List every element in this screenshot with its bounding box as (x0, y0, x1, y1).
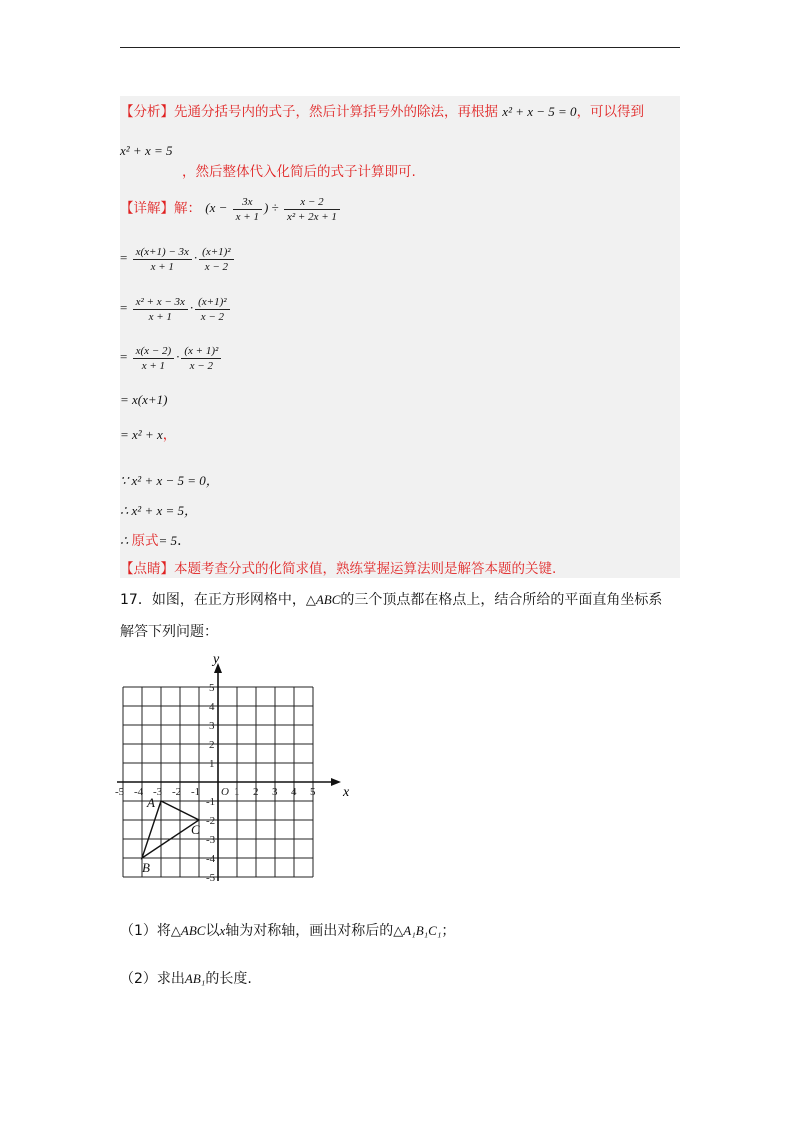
triangle-abc-figure (142, 795, 200, 875)
detail-tag: 【详解】 (120, 200, 174, 217)
x-tick-label: -5 (115, 786, 125, 798)
question-17-part-2: （2）求出AB₁的长度. (120, 971, 252, 987)
analysis-tag: 【分析】 (120, 104, 174, 120)
y-tick-label: -3 (206, 834, 216, 846)
comment-line (120, 557, 556, 577)
detail-lead: 解： (174, 200, 201, 217)
detail-step-5: = x² + x， (120, 427, 177, 443)
detail-line-1 (120, 196, 342, 223)
x-tick-label: 3 (272, 786, 278, 798)
header-rule (120, 47, 680, 48)
y-tick-label: 3 (209, 720, 215, 732)
analysis-line-1 (120, 100, 644, 120)
detail-therefore-1: ∴ x² + x = 5， (120, 503, 198, 518)
axes (117, 652, 350, 881)
y-tick-label: -4 (206, 853, 216, 865)
tick-labels (115, 682, 316, 884)
segment-ab1: AB₁ (184, 971, 206, 986)
analysis-line-3 (182, 160, 416, 180)
question-17-line-1: 17．如图，在正方形网格中，△ABC的三个顶点都在格点上，结合所给的平面直角坐标系 (120, 592, 663, 608)
x-tick-label: 2 (253, 786, 259, 798)
y-tick-label: 5 (209, 682, 215, 694)
detail-because: ∵ x² + x − 5 = 0， (120, 473, 219, 488)
detail-therefore-2: ∴ 原式= 5. (120, 533, 182, 549)
question-17-part-1: （1）将△ABC以x轴为对称轴，画出对称后的△A₁B₁C₁； (120, 923, 456, 939)
x-tick-label: 5 (310, 786, 316, 798)
vertex-label-b: B (142, 860, 150, 875)
y-axis-label: y (213, 652, 220, 667)
comment-text: 本题考查分式的化简求值，熟练掌握运算法则是解答本题的关键. (174, 561, 557, 577)
detail-step-2: = $\frac{\text{x² + x − 3x}}{x + 1}$ · $\frac{\text{(x+1)²}}{x - 2}$ (120, 296, 232, 323)
y-tick-label: 2 (209, 739, 215, 751)
analysis-equation-2: x² + x = 5 (120, 143, 173, 158)
x-tick-label: -4 (134, 786, 144, 798)
y-tick-label: 4 (209, 701, 215, 713)
x-tick-label: 4 (291, 786, 297, 798)
y-tick-label: -5 (206, 872, 216, 884)
vertex-label-c: C (191, 822, 200, 837)
analysis-equation-1: x² + x − 5 = 0 (502, 104, 577, 119)
vertex-label-a: A (147, 795, 155, 810)
x-axis-label: x (343, 785, 350, 800)
y-tick-label: -1 (206, 796, 216, 808)
analysis-text-2: ，可以得到 (576, 104, 645, 120)
analysis-line-2 (120, 143, 172, 159)
y-tick-label: -2 (206, 815, 216, 827)
origin-label: O (221, 786, 229, 798)
x-tick-label: 1 (234, 786, 240, 798)
question-17-line-2: 解答下列问题： (120, 624, 218, 640)
detail-step-4: = x(x+1) (120, 392, 168, 407)
detail-step-1: = $\frac{x(x+1) - 3x}{x + 1}$ · $\frac{\text{(x+1)²}}{x - 2}$ (120, 246, 236, 273)
comment-tag: 【点睛】 (120, 561, 174, 577)
triangle-a1b1c1: △A₁B₁C₁ (393, 923, 442, 938)
detail-step-3: = $\frac{x(x - 2)}{x + 1}$ · $\frac{\text{(x + 1)²}}{x - 2}$ (120, 345, 223, 372)
analysis-text-3: ，然后整体代入化简后的式子计算即可. (182, 164, 416, 180)
analysis-text-1: 先通分括号内的式子，然后计算括号外的除法，再根据 (174, 104, 498, 120)
x-tick-label: -1 (191, 786, 201, 798)
x-axis-arrow (331, 778, 341, 786)
x-tick-label: -3 (153, 786, 163, 798)
y-tick-label: 1 (209, 758, 215, 770)
x-tick-label: -2 (172, 786, 182, 798)
triangle-abc: △ABC (305, 592, 341, 607)
coordinate-grid-figure (115, 650, 368, 890)
detail-expression: (x − $\frac{3x}{x + 1}$ ) ÷ $\frac{x - 2}{\text{x² + 2x + 1}}$ (205, 200, 342, 215)
